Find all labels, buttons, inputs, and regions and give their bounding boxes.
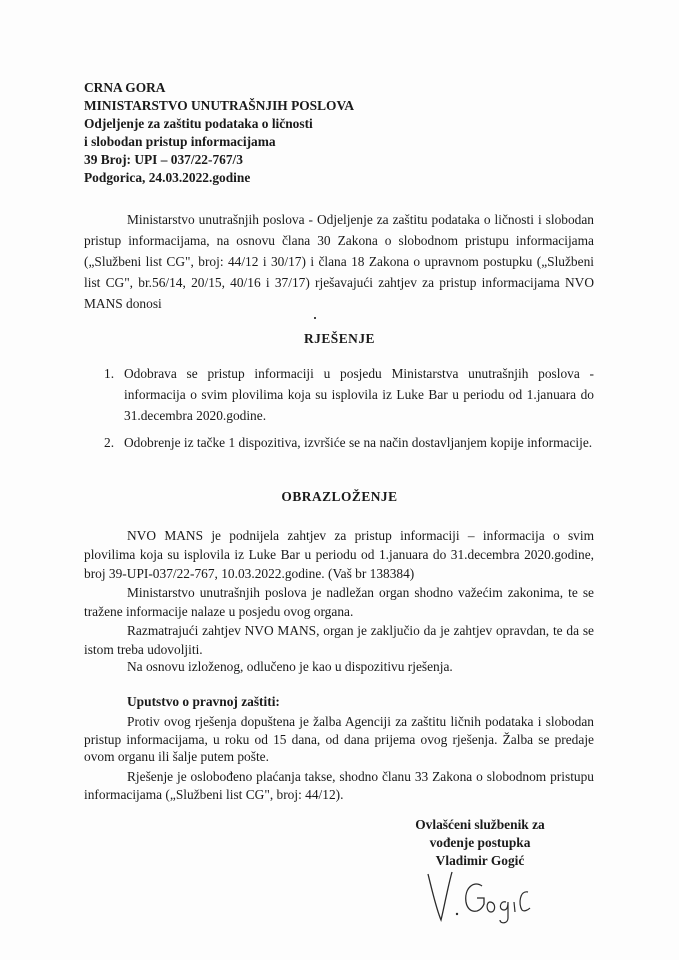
header-ministry: MINISTARSTVO UNUTRAŠNJIH POSLOVA — [84, 98, 355, 113]
obrazlozenje-paragraph: Ministarstvo unutrašnjih poslova je nadležan organ shodno važećim zakonima, te se tražene informacije nalaze u posjedu ovog organa. — [84, 585, 594, 619]
uputstvo-paragraph: Rješenje je oslobođeno plaćanja takse, shodno članu 33 Zakona o slobodnom pristupu informacijama („Službeni list CG", broj: 44/12). — [84, 769, 594, 802]
obrazlozenje-paragraph: Razmatrajući zahtjev NVO MANS, organ je zaključio da je zahtjev opravdan, te da se istom treba udovoljiti. — [84, 623, 594, 657]
uputstvo-heading: Uputstvo o pravnoj zaštiti: — [127, 694, 280, 709]
signer-title-line2: vođenje postupka — [429, 835, 531, 850]
signer-block — [400, 816, 560, 870]
signer-name: Vladimir Gogić — [435, 853, 525, 868]
header-department-line2: i slobodan pristup informacijama — [84, 134, 276, 149]
item-text: Odobrava se pristup informaciji u posjedu Ministarstva unutrašnjih poslova - informacija o svim plovilima koja su isplovila iz Luke Bar u periodu od 1.januara do 31.decembra 2020.godine. — [124, 366, 594, 423]
obrazlozenje-paragraph: NVO MANS je podnijela zahtjev za pristup informaciji – informacija o svim plovilima koja su isplovila iz Luke Bar u periodu od 1.januara do 31.decembra 2020.godine, broj 39-UPI-037/22-767, 10.03.2022.godine. (Vaš br 138384) — [84, 528, 594, 581]
item-number: 1. — [104, 366, 115, 381]
item-text: Odobrenje iz tačke 1 dispozitiva, izvršiće se na način dostavljanjem kopije informacije. — [124, 435, 593, 450]
handwritten-signature — [424, 868, 534, 928]
item-number: 2. — [104, 435, 115, 450]
header-place-date: Podgorica, 24.03.2022.godine — [84, 170, 251, 185]
uputstvo-paragraph: Protiv ovog rješenja dopuštena je žalba Agenciji za zaštitu ličnih podataka i slobodan pristup informacijama, u roku od 15 dana, od dana prijema ovog rješenja. Žalba se predaje ovom organu ili šalje putem pošte. — [84, 714, 594, 764]
header-country: CRNA GORA — [84, 80, 166, 95]
header-case-number: 39 Broj: UPI – 037/22-767/3 — [84, 152, 243, 167]
document-header — [84, 79, 404, 187]
obrazlozenje-heading: OBRAZLOŽENJE — [281, 489, 398, 504]
obrazlozenje-paragraph: Na osnovu izloženog, odlučeno je kao u dispozitivu rješenja. — [127, 659, 453, 674]
stray-mark — [314, 317, 316, 319]
intro-paragraph: Ministarstvo unutrašnjih poslova - Odjeljenje za zaštitu podataka o ličnosti i slobodan pristup informacijama, na osnovu člana 30 Zakona o slobodnom pristupu informacijama („Službeni list CG", broj: 44/12 i 30/17) i člana 18 Zakona o upravnom postupku („Službeni list CG", br.56/14, 20/15, 40/16 i 37/17) rješavajući zahtjev za pristup informacijama NVO MANS donosi — [84, 212, 594, 311]
signer-title-line1: Ovlašćeni službenik za — [415, 817, 545, 832]
resenje-heading: RJEŠENJE — [304, 331, 375, 346]
header-department-line1: Odjeljenje za zaštitu podataka o ličnosti — [84, 116, 313, 131]
